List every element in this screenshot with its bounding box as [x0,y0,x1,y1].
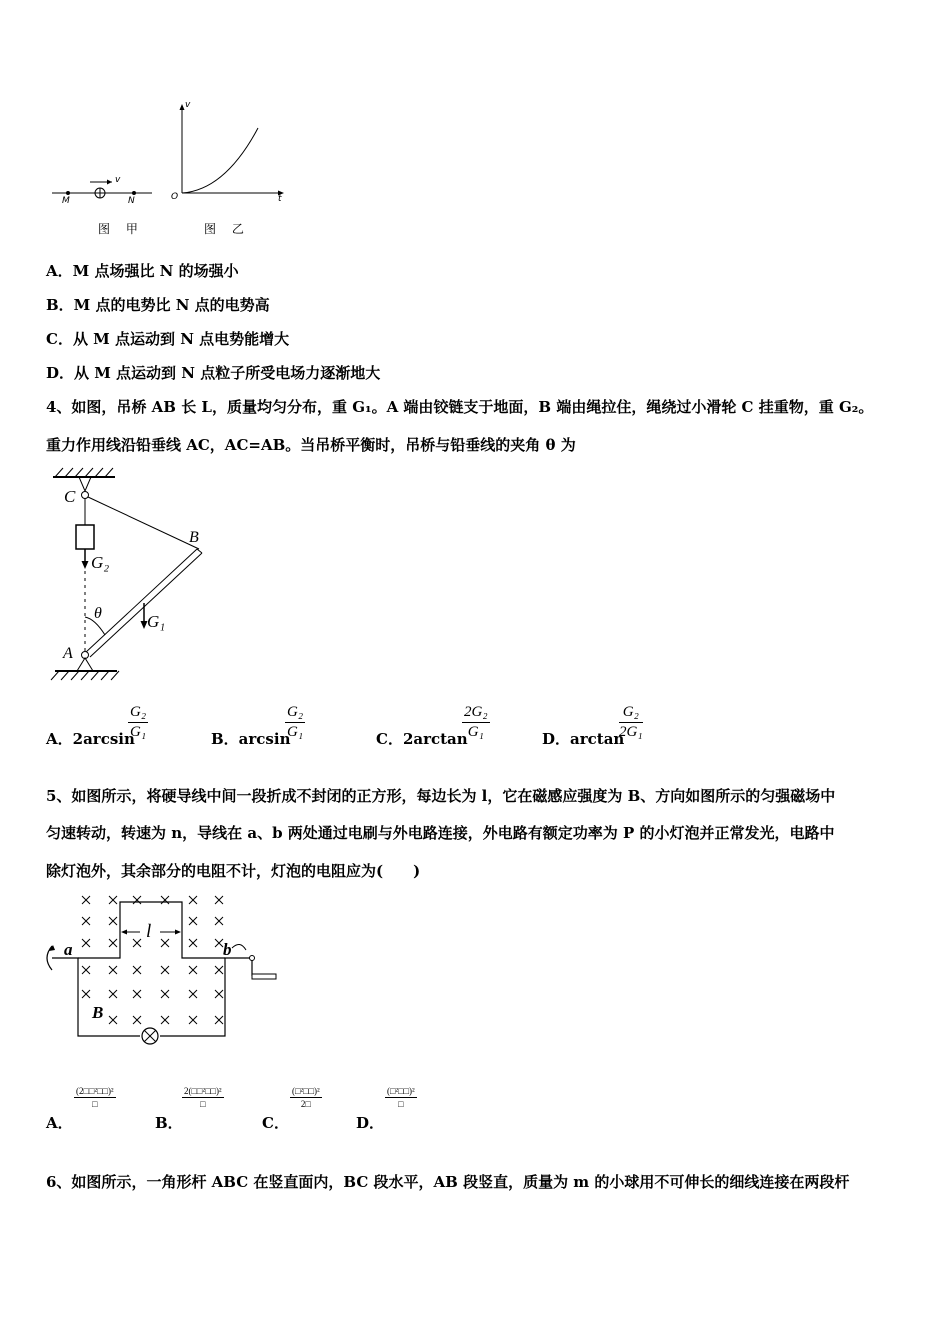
label-g2: G₂ [91,553,110,572]
q4-text-line2: 重力作用线沿铅垂线 AC，AC=AB。当吊桥平衡时，吊桥与铅垂线的夹角 θ 为 [46,436,576,454]
q5-option-c-den: 2□ [300,1099,311,1109]
q4-option-d-fraction [619,704,643,741]
square-loop-wire [78,902,225,958]
q5-option-b-expr: 2(□□²□□)² [184,1086,222,1096]
q5-text-line2: 匀速转动，转速为 n，导线在 a、b 两处通过电刷与外电路连接，外电路有额定功率为 P 的小灯泡并正常发光，电路中 [46,824,835,842]
q5-option-b-label: B． [155,1114,183,1132]
label-l: l [146,921,152,942]
label-b-brush: b [223,940,232,959]
q4-option-b-fraction [285,704,305,741]
figure-q5-graphics [40,888,290,1058]
q4-option-d-num: G₂ [619,704,643,723]
q3-option-c: C．从 M 点运动到 N 点电势能增大 [46,330,290,348]
q3-option-b: B．M 点的电势比 N 点的电势高 [46,296,270,314]
q3-option-d: D．从 M 点运动到 N 点粒子所受电场力逐渐地大 [46,364,381,382]
q4-option-a-label: A．2arcsin [46,730,135,748]
q4-option-b-num: G₂ [285,704,305,723]
q5-text-line3: 除灯泡外，其余部分的电阻不计，灯泡的电阻应为( ) [46,862,421,880]
q4-option-c-num: 2G₂ [462,704,490,723]
q5-option-d-label: D． [356,1114,385,1132]
q5-option-b-den: □ [200,1099,206,1109]
q5-option-c-fraction [290,1086,322,1109]
label-n: N [128,196,135,206]
figure-q3-graphics [40,95,300,215]
q5-option-d-expr: (□²□□)² [387,1086,415,1096]
q4-option-c-label: C．2arctan [376,730,468,748]
label-a-brush: a [64,940,73,959]
caption-figure-a: 图 甲 [98,222,144,236]
point-n-dot [132,191,136,195]
q5-option-c-expr: (□²□□)² [292,1086,320,1096]
q3-option-a: A．M 点场强比 N 的场强小 [46,262,239,280]
label-m: M [62,196,70,206]
q4-option-a-den: G₁ [130,724,147,740]
q5-option-a-expr: (2□□²□□)² [76,1086,114,1096]
q5-option-a-fraction [74,1086,116,1109]
origin-label: O [171,192,179,202]
q5-option-d-den: □ [398,1099,404,1109]
axis-t-label: t [278,194,282,204]
q4-text-line1: 4、如图，吊桥 AB 长 L，质量均匀分布，重 G₁。A 端由铰链支于地面，B 端由绳拉住，绳绕过小滑轮 C 挂重物，重 G₂。 [46,398,874,416]
q4-option-a-fraction [128,704,148,741]
q4-option-b-label: B．arcsin [211,730,291,748]
caption-figure-b: 图 乙 [204,222,250,236]
v-t-curve [182,128,258,193]
q5-option-d-fraction [385,1086,417,1109]
axis-v-label: v [185,100,191,110]
rope-cb [88,497,199,549]
weight-g2 [76,525,94,549]
label-theta: θ [94,605,102,622]
pulley-c [82,492,89,499]
q4-option-d-den: 2G₁ [619,724,643,740]
q6-text-line1: 6、如图所示，一角形杆 ABC 在竖直面内，BC 段水平，AB 段竖直，质量为 m 的小球用不可伸长的细线连接在两段杆 [46,1173,850,1191]
label-a: A [63,645,73,662]
label-c: C [64,487,76,506]
label-b: B [189,529,199,546]
q5-option-a-den: □ [92,1099,98,1109]
q5-option-a-label: A． [46,1114,73,1132]
label-g1: G₁ [147,612,166,631]
label-v: v [115,175,121,185]
point-m-dot [66,191,70,195]
q5-text-line1: 5、如图所示，将硬导线中间一段折成不封闭的正方形，每边长为 l，它在磁感应强度为 B、方向如图所示的匀强磁场中 [46,787,836,805]
label-b-field: B [92,1003,104,1022]
q5-option-b-fraction [182,1086,224,1109]
q4-option-a-num: G₂ [128,704,148,723]
q5-option-c-label: C． [262,1114,289,1132]
q4-option-c-den: G₁ [467,724,484,740]
q4-option-c-fraction [462,704,490,741]
q4-option-d-label: D．arctan [542,730,625,748]
q4-option-b-den: G₁ [287,724,304,740]
